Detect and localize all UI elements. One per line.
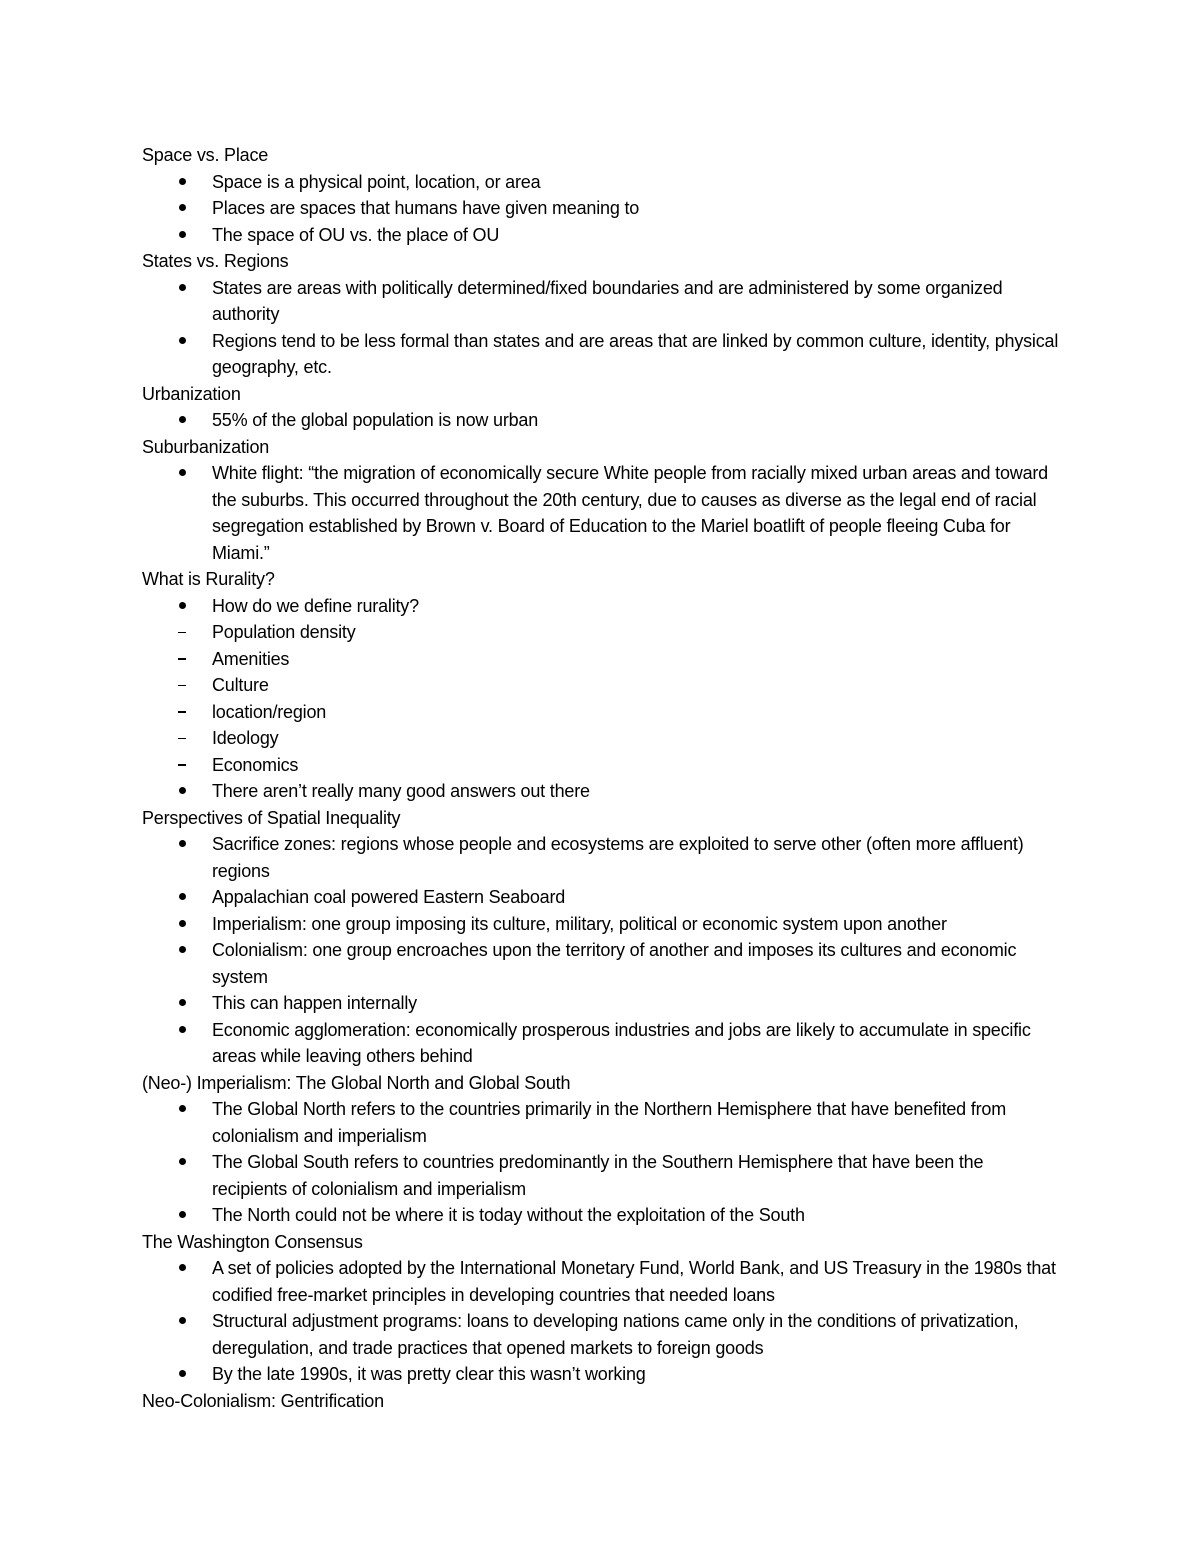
bullet-list <box>142 1255 1062 1388</box>
dash-marker-icon <box>174 752 190 779</box>
bullet-marker-icon <box>174 1308 190 1335</box>
list-item-text: This can happen internally <box>212 993 417 1013</box>
bullet-marker-icon <box>174 1255 190 1282</box>
list-item-text: The space of OU vs. the place of OU <box>212 224 500 245</box>
bullet-list-item <box>142 884 1062 911</box>
dash-list-item <box>142 725 1062 752</box>
bullet-list-item <box>142 1202 1062 1229</box>
section <box>142 566 1062 805</box>
bullet-list <box>142 593 1062 805</box>
section <box>142 1229 1062 1388</box>
bullet-list-item <box>142 460 1062 566</box>
bullet-marker-icon <box>174 937 190 964</box>
list-item-text: States are areas with politically determined/fixed boundaries and are administered by some organized authority <box>212 277 1003 324</box>
dash-list-item <box>142 672 1062 699</box>
dash-list-item <box>142 646 1062 673</box>
list-item-text: Structural adjustment programs: loans to developing nations came only in the conditions of privatization, deregulation, and trade practices that opened markets to foreign goods <box>212 1311 1019 1358</box>
bullet-list-item <box>142 593 1062 620</box>
section <box>142 1070 1062 1229</box>
bullet-list-item <box>142 1308 1062 1361</box>
bullet-marker-icon <box>174 884 190 911</box>
list-item-text: Economics <box>212 754 299 775</box>
list-item-text: Regions tend to be less formal than states and are areas that are linked by common culture, identity, physical geography, etc. <box>212 330 1059 377</box>
section-heading: States vs. Regions <box>142 251 289 271</box>
list-item-text: Colonialism: one group encroaches upon the territory of another and imposes its cultures and economic system <box>212 940 1017 987</box>
list-item-text: location/region <box>212 701 327 722</box>
list-item-text: 55% of the global population is now urban <box>212 410 539 430</box>
list-item-text: How do we define rurality? <box>212 595 419 616</box>
list-item-text: Economic agglomeration: economically prosperous industries and jobs are likely to accumulate in specific areas while leaving others behind <box>212 1019 1031 1066</box>
list-item-text: The Global South refers to countries predominantly in the Southern Hemisphere that have been the recipients of colonialism and imperialism <box>212 1152 984 1199</box>
dash-marker-icon <box>174 619 190 646</box>
bullet-list <box>142 831 1062 1070</box>
bullet-marker-icon <box>174 195 190 222</box>
bullet-marker-icon <box>174 407 190 434</box>
bullet-marker-icon <box>174 778 190 805</box>
list-item-text: Amenities <box>212 648 290 669</box>
section-heading: Space vs. Place <box>142 145 269 165</box>
bullet-list-item <box>142 407 1062 434</box>
list-item-text: The Global North refers to the countries primarily in the Northern Hemisphere that have benefited from colonialism and imperialism <box>212 1099 1006 1146</box>
bullet-list-item <box>142 990 1062 1017</box>
bullet-list-item <box>142 778 1062 805</box>
section <box>142 1388 1062 1415</box>
bullet-marker-icon <box>174 460 190 487</box>
section <box>142 434 1062 567</box>
list-item-text: The North could not be where it is today without the exploitation of the South <box>212 1205 805 1225</box>
bullet-marker-icon <box>174 1096 190 1123</box>
section-heading: What is Rurality? <box>142 569 275 589</box>
dash-marker-icon <box>174 699 190 726</box>
section <box>142 381 1062 434</box>
bullet-list-item <box>142 275 1062 328</box>
bullet-list-item <box>142 1017 1062 1070</box>
section <box>142 805 1062 1070</box>
section-heading: The Washington Consensus <box>142 1231 363 1252</box>
bullet-marker-icon <box>174 328 190 355</box>
list-item-text: There aren’t really many good answers out there <box>212 781 590 801</box>
list-item-text: A set of policies adopted by the International Monetary Fund, World Bank, and US Treasury in the 1980s that codified free-market principles in developing countries that needed loans <box>212 1258 1056 1305</box>
list-item-text: By the late 1990s, it was pretty clear this wasn’t working <box>212 1364 646 1384</box>
section-heading: Neo-Colonialism: Gentrification <box>142 1390 384 1411</box>
bullet-list <box>142 275 1062 381</box>
dash-marker-icon <box>174 646 190 673</box>
section-heading: Urbanization <box>142 383 241 404</box>
dash-marker-icon <box>174 725 190 752</box>
list-item-text: Culture <box>212 675 269 695</box>
section <box>142 142 1062 248</box>
list-item-text: Appalachian coal powered Eastern Seaboard <box>212 887 566 907</box>
bullet-marker-icon <box>174 275 190 302</box>
list-item-text: White flight: “the migration of economically secure White people from racially mixed urban areas and toward the suburbs. This occurred throughout the 20th century, due to causes as diverse as the legal end of racial segregation established by Brown v. Board of Education to the Mariel boatlift of people fleeing Cuba for Miami.” <box>212 463 1048 563</box>
bullet-marker-icon <box>174 222 190 249</box>
bullet-list-item <box>142 222 1062 249</box>
dash-list-item <box>142 619 1062 646</box>
bullet-list-item <box>142 169 1062 196</box>
dash-marker-icon <box>174 672 190 699</box>
list-item-text: Population density <box>212 622 356 642</box>
section-heading: Perspectives of Spatial Inequality <box>142 807 401 828</box>
bullet-marker-icon <box>174 1361 190 1388</box>
list-item-text: Ideology <box>212 728 279 748</box>
section <box>142 248 1062 381</box>
bullet-list-item <box>142 328 1062 381</box>
bullet-list-item <box>142 831 1062 884</box>
list-item-text: Sacrifice zones: regions whose people and ecosystems are exploited to serve other (often more affluent) regions <box>212 834 1024 881</box>
section-heading: (Neo-) Imperialism: The Global North and Global South <box>142 1072 571 1093</box>
list-item-text: Space is a physical point, location, or area <box>212 171 541 192</box>
bullet-list-item <box>142 1361 1062 1388</box>
bullet-marker-icon <box>174 1017 190 1044</box>
bullet-list <box>142 460 1062 566</box>
bullet-list-item <box>142 195 1062 222</box>
bullet-marker-icon <box>174 831 190 858</box>
bullet-marker-icon <box>174 1149 190 1176</box>
dash-list-item <box>142 699 1062 726</box>
bullet-list-item <box>142 1096 1062 1149</box>
bullet-list <box>142 1096 1062 1229</box>
bullet-list <box>142 407 1062 434</box>
bullet-list-item <box>142 1149 1062 1202</box>
section-heading: Suburbanization <box>142 436 270 457</box>
bullet-list-item <box>142 937 1062 990</box>
bullet-list-item <box>142 911 1062 938</box>
bullet-marker-icon <box>174 1202 190 1229</box>
bullet-marker-icon <box>174 911 190 938</box>
bullet-marker-icon <box>174 593 190 620</box>
document-body <box>142 142 1062 1414</box>
bullet-marker-icon <box>174 169 190 196</box>
bullet-marker-icon <box>174 990 190 1017</box>
list-item-text: Imperialism: one group imposing its culture, military, political or economic system upon another <box>212 913 947 934</box>
bullet-list <box>142 169 1062 249</box>
bullet-list-item <box>142 1255 1062 1308</box>
list-item-text: Places are spaces that humans have given meaning to <box>212 198 640 218</box>
dash-list-item <box>142 752 1062 779</box>
